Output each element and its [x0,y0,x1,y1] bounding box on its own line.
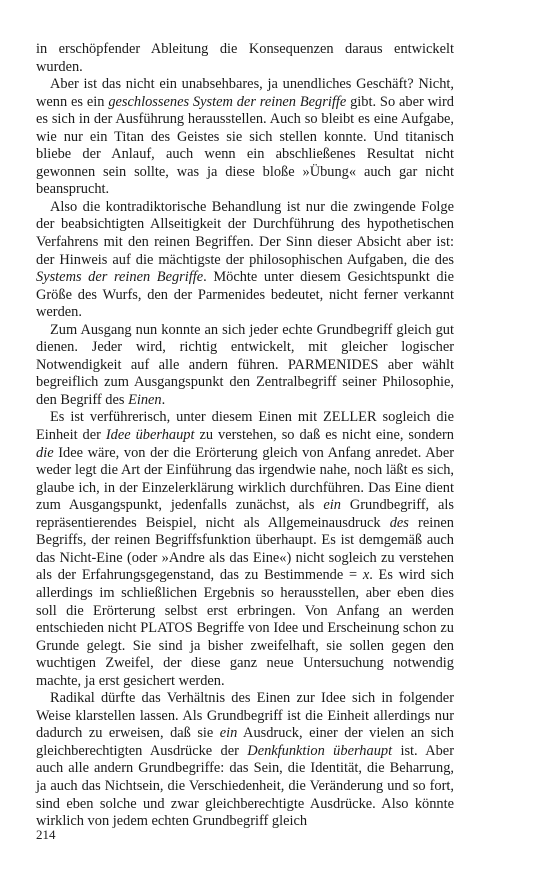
text-run: reinen Begriffs, der reinen Begriffsfunktion überhaupt. Es ist demgemäß auch das Nicht-Eine (oder »Andre als das Eine«) nicht sogleich zu verstehen als der Erfahrungsgegenstand, das zu Bestimmende = [36,514,454,584]
emphasis-text: des [389,514,409,531]
body-text [36,41,454,831]
text-run: zu verstehen, so daß es nicht eine, sondern [194,427,454,444]
text-run: . Möchte unter diesem Gesichtspunkt die Größe des Wurfs, den der Parmenides bedeutet, nicht ferner verkannt werden. [36,269,454,321]
text-run: gibt. So aber wird es sich in der Ausführung herausstellen. Auch so bleibt es eine Aufgabe, wie nur ein Titan des Geistes sie sich stellen konnte. Und titanisch bliebe der Anlauf, auch wenn ein abschließenes Resultat nicht gewonnen sein sollte, was ja diese bloße »Übung« auch gar nicht beansprucht. [36,93,454,198]
text-run: Aber ist das nicht ein unabsehbares, ja unendliches Geschäft? Nicht, wenn es ein [36,76,454,110]
text-run: Zum Ausgang nun konnte an sich jeder echte Grundbegriff gleich gut dienen. Jeder wird, richtig entwickelt, mit gleicher logischer Notwendigkeit auf alle andern führen. PARMENIDES aber wählt begreiflich zum Ausgangspunkt den Zentralbegriff seiner Philosophie, den Begriff des [36,321,454,408]
text-run: Es ist verführerisch, unter diesem Einen mit ZELLER sogleich die Einheit der [36,409,454,444]
text-run: Idee wäre, von der die Erörterung gleich von Anfang anredet. Aber weder legt die Art der Einführung das irgendwie nahe, noch läßt es sich, glaube ich, in der Einzelerklärung wirklich durchführen. Das Eine dient zum Ausgangspunkt, jedenfalls zunächst, als [36,444,454,514]
emphasis-text: Einen [128,391,162,408]
emphasis-text: Denkfunktion überhaupt [247,742,393,759]
page-number: 214 [36,827,56,842]
paragraph [36,41,454,76]
paragraph [36,409,454,690]
text-run: in erschöpfender Ableitung die Konsequenzen daraus entwickelt wurden. [36,41,454,75]
emphasis-text: die [36,444,54,461]
paragraph [36,199,454,322]
text-run: Radikal dürfte das Verhältnis des Einen zur Idee sich in folgender Weise klarstellen lassen. Als Grundbegriff ist die Einheit allerdings nur dadurch zu erweisen, daß sie [36,690,454,742]
paragraph [36,76,454,199]
emphasis-text: geschlossenes System der reinen Begriffe [108,93,347,110]
text-run: . [161,391,166,408]
paragraph [36,690,454,830]
emphasis-text: ein [219,725,238,742]
emphasis-text: x [362,567,370,584]
book-page [36,41,454,831]
emphasis-text: ein [323,497,341,514]
text-run: Ausdruck, einer der vielen an sich gleichberechtigten Ausdrücke der [36,725,455,759]
emphasis-text: Systems der reinen Begriffe [36,269,204,286]
emphasis-text: Idee überhaupt [105,427,195,444]
paragraph [36,322,454,410]
text-run: Also die kontradiktorische Behandlung ist nur die zwingende Folge der beabsichtigten Allseitigkeit der Durchführung des hypothetischen Verfahrens mit den reinen Begriffen. Der Sinn dieser Absicht aber ist: der Hinweis auf die mächtigste der philosophischen Aufgaben, die des [36,198,454,268]
text-run: Grundbegriff, als repräsentierendes Beispiel, nicht als Allgemeinausdruck [36,497,454,531]
text-run: . Es wird sich allerdings im schließlichen Ergebnis so herausstellen, aber eben dies soll die Erörterung selbst erst erbringen. Von Anfang an werden entschieden nicht PLATOS Begriffe von Idee und Erscheinung schon zu Grunde gelegt. Sie sind ja bisher zweifelhaft, sie sollen gegen den wuchtigen Zweifel, der diese ganz neue Untersuchung notwendig machte, ja erst gesichert werden. [36,567,454,689]
text-run: ist. Aber auch alle andern Grundbegriffe: das Sein, die Identität, die Beharrung, ja auch das Nichtsein, die Verschiedenheit, die Veränderung und so fort, sind eben solche und zwar gleichberechtigte Ausdrücke. Also könnte wirklich von jedem echten Grundbegriff gleich [36,742,454,830]
